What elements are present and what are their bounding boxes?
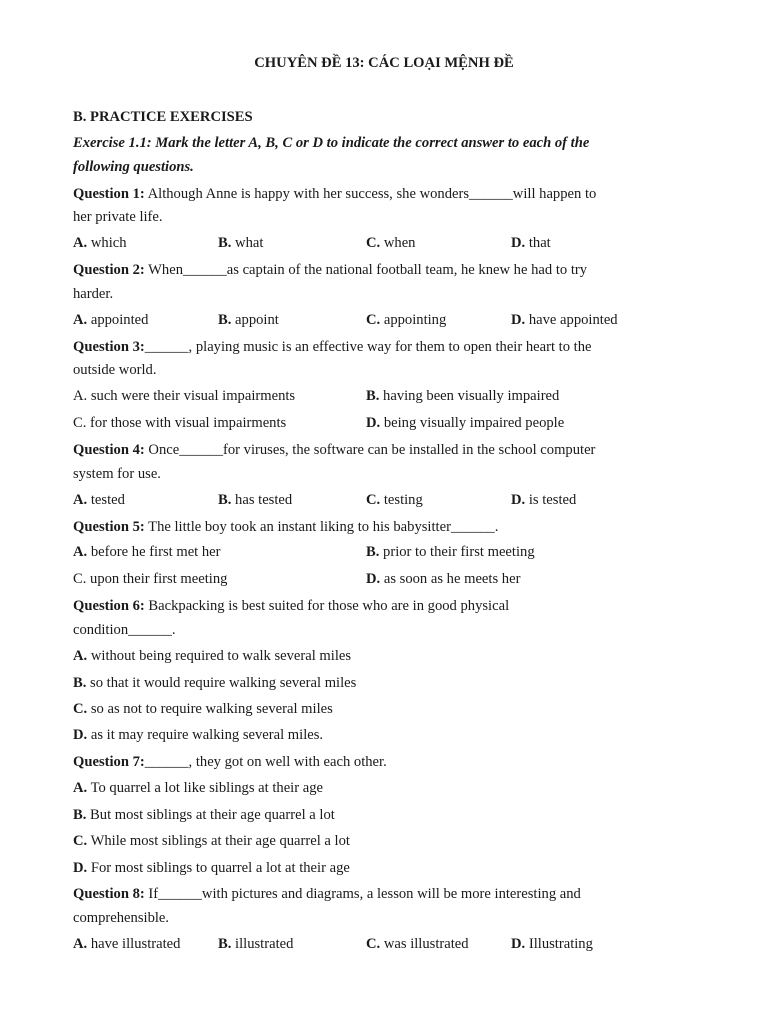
option-d[interactable]: D. that xyxy=(511,235,551,251)
question-text-cont: outside world. xyxy=(73,362,157,378)
question-label: Question 6: xyxy=(73,598,145,614)
question-label: Question 4: xyxy=(73,442,145,458)
option-c[interactable]: C. for those with visual impairments xyxy=(73,415,287,431)
question-text-cont: condition______. xyxy=(73,622,176,638)
option-d[interactable]: D. as soon as he meets her xyxy=(366,571,521,587)
option-a[interactable]: A. before he first met her xyxy=(73,544,221,560)
option-a[interactable]: A. To quarrel a lot like siblings at their age xyxy=(73,780,323,796)
option-b[interactable]: B. prior to their first meeting xyxy=(366,544,535,560)
option-a[interactable]: A. which xyxy=(73,235,127,251)
question-text: The little boy took an instant liking to his babysitter______. xyxy=(144,519,499,535)
option-a[interactable]: A. have illustrated xyxy=(73,936,181,952)
option-b[interactable]: B. has tested xyxy=(218,492,293,508)
option-a[interactable]: A. without being required to walk several miles xyxy=(73,648,352,664)
instruction-line-1: : Mark the letter A, B, C or D to indicate the correct answer to each of the xyxy=(146,135,590,151)
option-d[interactable]: D. is tested xyxy=(511,492,577,508)
option-d[interactable]: D. as it may require walking several miles. xyxy=(73,727,324,743)
option-c[interactable]: C. While most siblings at their age quarrel a lot xyxy=(73,833,350,849)
question-text: ______, playing music is an effective way for them to open their heart to the xyxy=(144,339,592,355)
option-b[interactable]: B. what xyxy=(218,235,264,251)
question-label: Question 7: xyxy=(73,754,145,770)
question-label: Question 2: xyxy=(73,262,145,278)
question-text: When______as captain of the national football team, he knew he had to try xyxy=(144,262,588,278)
exercise-instruction xyxy=(73,134,589,152)
document-title: CHUYÊN ĐỀ 13: CÁC LOẠI MỆNH ĐỀ xyxy=(254,55,514,71)
question-3 xyxy=(73,338,592,356)
question-4 xyxy=(73,441,595,459)
question-text: Backpacking is best suited for those who are in good physical xyxy=(144,598,510,614)
question-label: Question 5: xyxy=(73,519,145,535)
option-a[interactable]: A. such were their visual impairments xyxy=(73,388,296,404)
option-b[interactable]: B. But most siblings at their age quarrel a lot xyxy=(73,807,335,823)
instruction-line-2: following questions. xyxy=(73,159,194,175)
question-7 xyxy=(73,753,387,771)
option-d[interactable]: D. For most siblings to quarrel a lot at their age xyxy=(73,860,350,876)
question-text-cont: her private life. xyxy=(73,209,163,225)
question-1 xyxy=(73,185,596,203)
question-text: Once______for viruses, the software can be installed in the school computer xyxy=(144,442,596,458)
question-6 xyxy=(73,597,509,615)
section-heading: B. PRACTICE EXERCISES xyxy=(73,109,253,125)
question-text: If______with pictures and diagrams, a lesson will be more interesting and xyxy=(144,886,581,902)
question-text: Although Anne is happy with her success, she wonders______will happen to xyxy=(144,186,597,202)
question-label: Question 1: xyxy=(73,186,145,202)
option-b[interactable]: B. having been visually impaired xyxy=(366,388,560,404)
option-b[interactable]: B. so that it would require walking several miles xyxy=(73,675,357,691)
option-c[interactable]: C. testing xyxy=(366,492,423,508)
option-b[interactable]: B. appoint xyxy=(218,312,279,328)
option-d[interactable]: D. have appointed xyxy=(511,312,618,328)
option-a[interactable]: A. appointed xyxy=(73,312,149,328)
question-text: ______, they got on well with each other. xyxy=(144,754,387,770)
question-text-cont: harder. xyxy=(73,286,114,302)
option-c[interactable]: C. so as not to require walking several miles xyxy=(73,701,333,717)
option-c[interactable]: C. when xyxy=(366,235,416,251)
option-c[interactable]: C. upon their first meeting xyxy=(73,571,228,587)
question-text-cont: comprehensible. xyxy=(73,910,170,926)
question-label: Question 3: xyxy=(73,339,145,355)
question-5 xyxy=(73,518,498,536)
option-c[interactable]: C. was illustrated xyxy=(366,936,469,952)
question-2 xyxy=(73,261,587,279)
question-8 xyxy=(73,885,581,903)
exercise-label: Exercise 1.1 xyxy=(73,135,147,151)
option-d[interactable]: D. Illustrating xyxy=(511,936,593,952)
option-a[interactable]: A. tested xyxy=(73,492,125,508)
option-b[interactable]: B. illustrated xyxy=(218,936,294,952)
question-label: Question 8: xyxy=(73,886,145,902)
option-c[interactable]: C. appointing xyxy=(366,312,447,328)
option-d[interactable]: D. being visually impaired people xyxy=(366,415,565,431)
question-text-cont: system for use. xyxy=(73,466,161,482)
